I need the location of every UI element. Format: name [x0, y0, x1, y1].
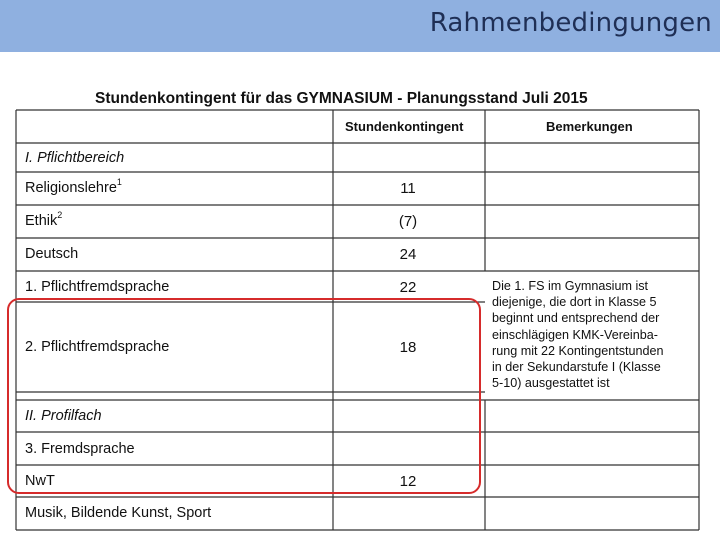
hours-value: 12 — [399, 473, 417, 490]
highlight-box — [7, 298, 481, 494]
hours-value: (7) — [398, 213, 418, 230]
slide-title: Rahmenbedingungen — [429, 8, 712, 38]
hours-value: 11 — [400, 180, 416, 197]
column-header-hours: Stundenkontingent — [345, 119, 464, 134]
hours-value: 22 — [399, 279, 417, 296]
hours-value: 24 — [399, 246, 417, 263]
hours-value: 18 — [399, 339, 417, 356]
row-label: II. Profilfach — [25, 408, 102, 424]
row-label: 2. Pflichtfremdsprache — [25, 339, 170, 355]
row-label: Ethik$^2$ — [25, 210, 63, 229]
row-label: 3. Fremdsprache — [25, 441, 135, 457]
column-header-remarks: Bemerkungen — [546, 119, 633, 134]
row-label: 1. Pflichtfremdsprache — [25, 279, 170, 295]
remark-text: Die 1. FS im Gymnasium ist diejenige, die dort in Klasse 5 beginnt und entsprechend der einschlägigen KMK-Vereinba- rung mit 22 Kontingentstunden in der Sekundarstufe I (Klasse 5-10) ausgestattet ist — [492, 279, 664, 391]
row-label: I. Pflichtbereich — [25, 150, 125, 166]
row-label: Musik, Bildende Kunst, Sport — [25, 505, 212, 521]
document-title: Stundenkontingent für das GYMNASIUM - Planungsstand Juli 2015 — [95, 90, 588, 107]
row-label: NwT — [25, 473, 55, 489]
row-label: Deutsch — [25, 246, 79, 262]
row-label: Religionslehre$^1$ — [25, 177, 122, 196]
footnote-marker: 2 — [57, 210, 63, 220]
footnote-marker: 1 — [116, 177, 122, 187]
